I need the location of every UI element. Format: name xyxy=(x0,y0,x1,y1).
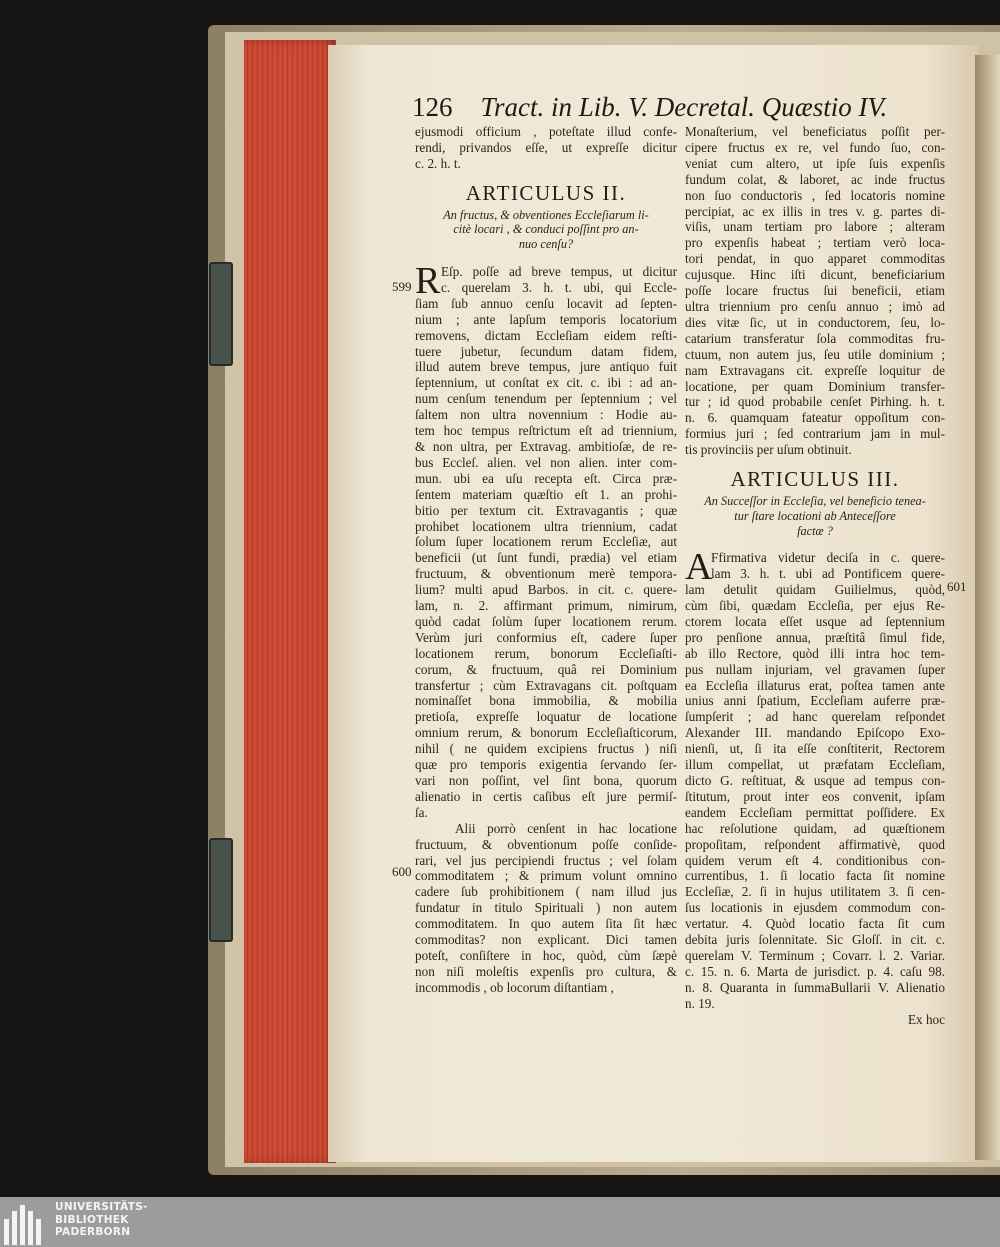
text-line: & non ultra, per Extravag. ambitioſæ, de re- xyxy=(415,438,677,454)
text-line: omnium rerum, & bonorum Eccleſiaſticorum, xyxy=(415,725,677,741)
text-line: Ffirmativa videtur deciſa in c. quere- xyxy=(711,550,945,566)
library-line: PADERBORN xyxy=(55,1226,131,1238)
text-line: Eccleſiæ, 2. ſi in hujus utilitatem 3. ſi cen- xyxy=(685,884,945,900)
article-title: ARTICULUS II. xyxy=(465,180,627,205)
text-line: pus nullam injuriam, vel gravamen ſuper xyxy=(685,661,945,677)
text-line: c. querelam 3. h. t. ubi, qui Eccle- xyxy=(441,279,677,295)
text-line: ctuum, non autem jus, ſeu utile dominium ; xyxy=(685,346,945,362)
text-line: cadere ſub prohibitionem ( nam illud jus xyxy=(415,884,677,900)
running-title: Tract. in Lib. V. Decretal. Quæstio IV. xyxy=(480,92,888,122)
paragraph-continued xyxy=(685,124,945,458)
text-line: removens, dictam Eccleſiam eidem reſti- xyxy=(415,327,677,343)
catchword: Ex hoc xyxy=(908,1011,945,1027)
text-line: fructuum, & obventionum merè tempora- xyxy=(415,566,677,582)
library-line: BIBLIOTHEK xyxy=(55,1213,129,1226)
text-line: poteſt, conſiſtere in hoc, quòd, cùm ſæpè xyxy=(415,947,677,963)
text-line: querelam V. Terminum ; Covarr. l. 2. Variar. xyxy=(685,947,945,963)
text-line: eandem Eccleſiam permittat poſſidere. Ex xyxy=(685,804,945,820)
text-line: illud autem breve tempus, jure antiquo fuit xyxy=(415,359,677,375)
text-line: num cenſum tenendum per ſeptennium ; vel xyxy=(415,391,677,407)
text-line: dicto G. reſtituat, & usque ad tempus con- xyxy=(685,773,945,789)
text-line: locationem rerum, bonorum Eccleſiaſti- xyxy=(415,645,677,661)
drop-cap: R xyxy=(415,260,441,303)
text-line: commoditatem. In quo autem ſita ſit hæc xyxy=(415,916,677,932)
margin-number-600: 600 xyxy=(392,864,412,879)
text-line: currentibus, 1. ſi locatio facta ſit nomine xyxy=(685,868,945,884)
paragraph-lines xyxy=(685,546,945,1011)
text-line: ſiam ſub annuo cenſu locavit ad ſepten- xyxy=(415,295,677,311)
text-line: pro penſione annua, præſtitâ ſimul fide, xyxy=(685,629,945,645)
library-name xyxy=(55,1201,148,1239)
text-line: ctorem locata eſſet usque ad ſeptennium xyxy=(685,613,945,629)
paragraph-lines xyxy=(415,260,677,821)
text-line: n. 6. quamquam fateatur oppoſitum con- xyxy=(685,410,945,426)
text-line: vari non poſſint, vel ſint bona, quorum xyxy=(415,773,677,789)
text-line: lam detulit quidam Guilielmus, quòd, xyxy=(685,582,945,598)
text-line: Alexander III. mandando Epiſcopo Exo- xyxy=(685,725,945,741)
text-line: formius juri ; ſed contrarium jam in mul- xyxy=(685,426,945,442)
margin-number-599: 599 xyxy=(392,279,412,294)
text-line: n. 19. xyxy=(685,995,715,1011)
text-line: fructuum, & obventionum poſſe conſide- xyxy=(415,836,677,852)
clasp-top xyxy=(209,262,233,366)
text-line: debita juris ſolennitate. Sic Gloſſ. in cit. c. xyxy=(685,932,945,948)
text-line: non ſuo conductoris , ſed locatoris nomine xyxy=(685,187,945,203)
text-line: ſaltem non ultra novennium : Hodie au- xyxy=(415,407,677,423)
text-line: nam Extravagans cit. expreſſe loquitur de xyxy=(685,362,945,378)
text-line: nominaſſet bona immobilia, & mobilia xyxy=(415,693,677,709)
paragraph-599 xyxy=(415,260,677,821)
text-line: vertatur. 4. Quòd locatio facta ſit cum xyxy=(685,916,945,932)
facing-page-edge xyxy=(975,55,1000,1160)
text-line: ſtitutum, prout inter eos convenit, ipſam xyxy=(685,788,945,804)
text-line: nihil ( ne quidem excipiens fructus ) niſi xyxy=(415,741,677,757)
text-line: corum, & fructuum, quâ rei Dominium xyxy=(415,661,677,677)
text-line: non niſi moleſtis expenſis pro cultura, & xyxy=(415,963,677,979)
text-line: bitio per textum cit. Extravagantis ; quæ xyxy=(415,502,677,518)
text-line: mun. ubi ea uſu recepta eſt. Circa præ- xyxy=(415,470,677,486)
running-head xyxy=(412,92,972,126)
text-line: beneficii (ut ſunt fundi, prædia) vel etiam xyxy=(415,550,677,566)
text-line: cipere fructus ex re, vel fundo ſuo, con- xyxy=(685,139,945,155)
text-line: ſus locationis in ejusdem commodum con- xyxy=(685,900,945,916)
left-column xyxy=(415,124,677,996)
article-question xyxy=(415,208,677,252)
text-line: fundatur in titulo Spirituali ) non autem xyxy=(415,900,677,916)
text-line: Alii porrò cenſent in hac locatione xyxy=(455,820,677,836)
text-line: ſentem materiam quæſtio eſt 1. an prohi- xyxy=(415,486,677,502)
text-line: illum compellat, ut præfatam Eccleſiam, xyxy=(685,757,945,773)
text-line: tur ; id quod probabile cenſet Pirhing. h. t. xyxy=(685,394,945,410)
margin-number-601: 601 xyxy=(947,579,967,594)
drop-cap: A xyxy=(685,546,713,589)
question-line: citè locari , & conduci poſſint pro an- xyxy=(453,222,639,237)
text-line: viſis, unam tertiam pro labore ; alteram xyxy=(685,219,945,235)
text-line: pretioſa, expreſſe loquatur de locatione xyxy=(415,709,677,725)
text-line: fundum colat, & laboret, ac inde fructus xyxy=(685,171,945,187)
text-line: transfertur ; cùm Extravagans cit. poſtquam xyxy=(415,677,677,693)
text-line: propoſitam, reſpondent affirmativè, quod xyxy=(685,836,945,852)
text-line: tori pendat, in quo apparet commoditas xyxy=(685,251,945,267)
text-line: pro expenſis habeat ; tertiam verò loca- xyxy=(685,235,945,251)
text-line: ſa. xyxy=(415,804,428,820)
text-line: quæ pro temporis exigentia ſervando ſer- xyxy=(415,757,677,773)
text-line: quòd cadat ſolùm ſuper locationem rerum. xyxy=(415,613,677,629)
clasp-bottom xyxy=(209,838,233,942)
text-line: ejusmodi officium , poteſtate illud confe- xyxy=(415,124,677,139)
text-line: dies vitæ ſic, ut in conductorem, ſeu, lo- xyxy=(685,314,945,330)
text-line: ſumpſerit ; ad hanc querelam reſpondet xyxy=(685,709,945,725)
question-line: factæ ? xyxy=(797,523,833,538)
paragraph-601 xyxy=(685,546,945,1011)
library-logo-icon xyxy=(0,1197,50,1247)
text-line: lam, n. 2. affirmant primum, nimirum, xyxy=(415,598,677,614)
text-line: ſeptennium, ut conſtat ex cit. c. ibi : ad an- xyxy=(415,375,677,391)
library-line: UNIVERSITÄTS- xyxy=(55,1201,148,1213)
text-line: commoditas? non explicant. Dici tamen xyxy=(415,932,677,948)
question-line: nuo cenſu? xyxy=(518,237,574,252)
text-line: commoditatem ; & primum volunt omnino xyxy=(415,868,677,884)
text-line: cùm ſibi, quædam Eccleſia, per ejus Re- xyxy=(685,598,945,614)
library-footer xyxy=(0,1197,1000,1247)
text-line: percipiat, ac ex illis in tres v. g. partes di- xyxy=(685,203,945,219)
text-line: cujusque. Hinc iſti dicunt, beneficiarium xyxy=(685,267,945,283)
text-line: lium? multi apud Barbos. in cit. c. quere- xyxy=(415,582,677,598)
text-line: bus Eccleſ. alien. vel non alien. inter com- xyxy=(415,454,677,470)
text-line: Monaſterium, vel beneficiatus poſſit per- xyxy=(685,124,945,139)
text-line: rari, vel jus percipiendi fructus ; vel ſolam xyxy=(415,852,677,868)
text-line: unius anni ſpatium, Eccleſiam auferre præ- xyxy=(685,693,945,709)
question-line: An fructus, & obventiones Eccleſiarum li- xyxy=(443,207,649,222)
paragraph-600 xyxy=(415,821,677,996)
text-line: locatione, per quam Dominium transfer- xyxy=(685,378,945,394)
text-line: ſolum ſuper locationem rerum Eccleſiæ, aut xyxy=(415,534,677,550)
text-line: rendi, privandos eſſe, ut expreſſe dicitur xyxy=(415,139,677,155)
text-line: tuere jubetur, ſecundum datam fidem, xyxy=(415,343,677,359)
text-line: Eſp. poſſe ad breve tempus, ut dicitur xyxy=(441,264,677,280)
text-line: veniat cum altero, ut ipſe ſuis expenſis xyxy=(685,155,945,171)
text-line: quidem verum eſt 4. conditionibus con- xyxy=(685,852,945,868)
text-line: tis provinciis per uſum obtinuit. xyxy=(685,442,852,458)
text-line: c. 2. h. t. xyxy=(415,155,461,171)
text-line: hac reſolutione quidam, ad quæſtionem xyxy=(685,820,945,836)
text-line: Verùm juri conformius eſt, cadere ſuper xyxy=(415,629,677,645)
text-line: ea Eccleſia illaturus erat, poſtea tamen ante xyxy=(685,677,945,693)
text-line: prohibet locationem ultra triennium, cadat xyxy=(415,518,677,534)
text-line: alienatio in certis caſibus eſt jure permiſ- xyxy=(415,788,677,804)
text-line: nienſi, ut, ſi ita eſſe conſtiterit, Rectorem xyxy=(685,741,945,757)
text-line: tem hoc tempus reſtrictum eſt ad triennium, xyxy=(415,423,677,439)
right-column xyxy=(685,124,945,1028)
page-number: 126 xyxy=(412,92,453,122)
text-line: nium ; ante lapſum temporis locatorium xyxy=(415,311,677,327)
question-line: An Succeſſor in Eccleſia, vel beneficio tenea- xyxy=(704,493,926,508)
red-page-edges xyxy=(244,40,336,1163)
text-line: poſſe locare fructus ſui beneficii, etiam xyxy=(685,283,945,299)
article-question xyxy=(685,494,945,538)
text-line: c. 15. n. 6. Marta de jurisdict. p. 4. caſu 98. xyxy=(685,963,945,979)
text-line: ultra triennium pro cenſu annuo ; imò ad xyxy=(685,298,945,314)
text-line: ab illo Rectore, quòd illi intra hoc tem- xyxy=(685,645,945,661)
text-line: lam 3. h. t. ubi ad Pontificem quere- xyxy=(711,566,945,582)
text-line: catarium transferatur ſola commoditas fru- xyxy=(685,330,945,346)
article-title: ARTICULUS III. xyxy=(730,467,900,492)
question-line: tur ſtare locationi ab Anteceſſore xyxy=(734,508,896,523)
text-line: incommodis , ob locorum diſtantiam , xyxy=(415,979,614,995)
text-line: n. 8. Quaranta in ſummaBullarii V. Alienatio xyxy=(685,979,945,995)
